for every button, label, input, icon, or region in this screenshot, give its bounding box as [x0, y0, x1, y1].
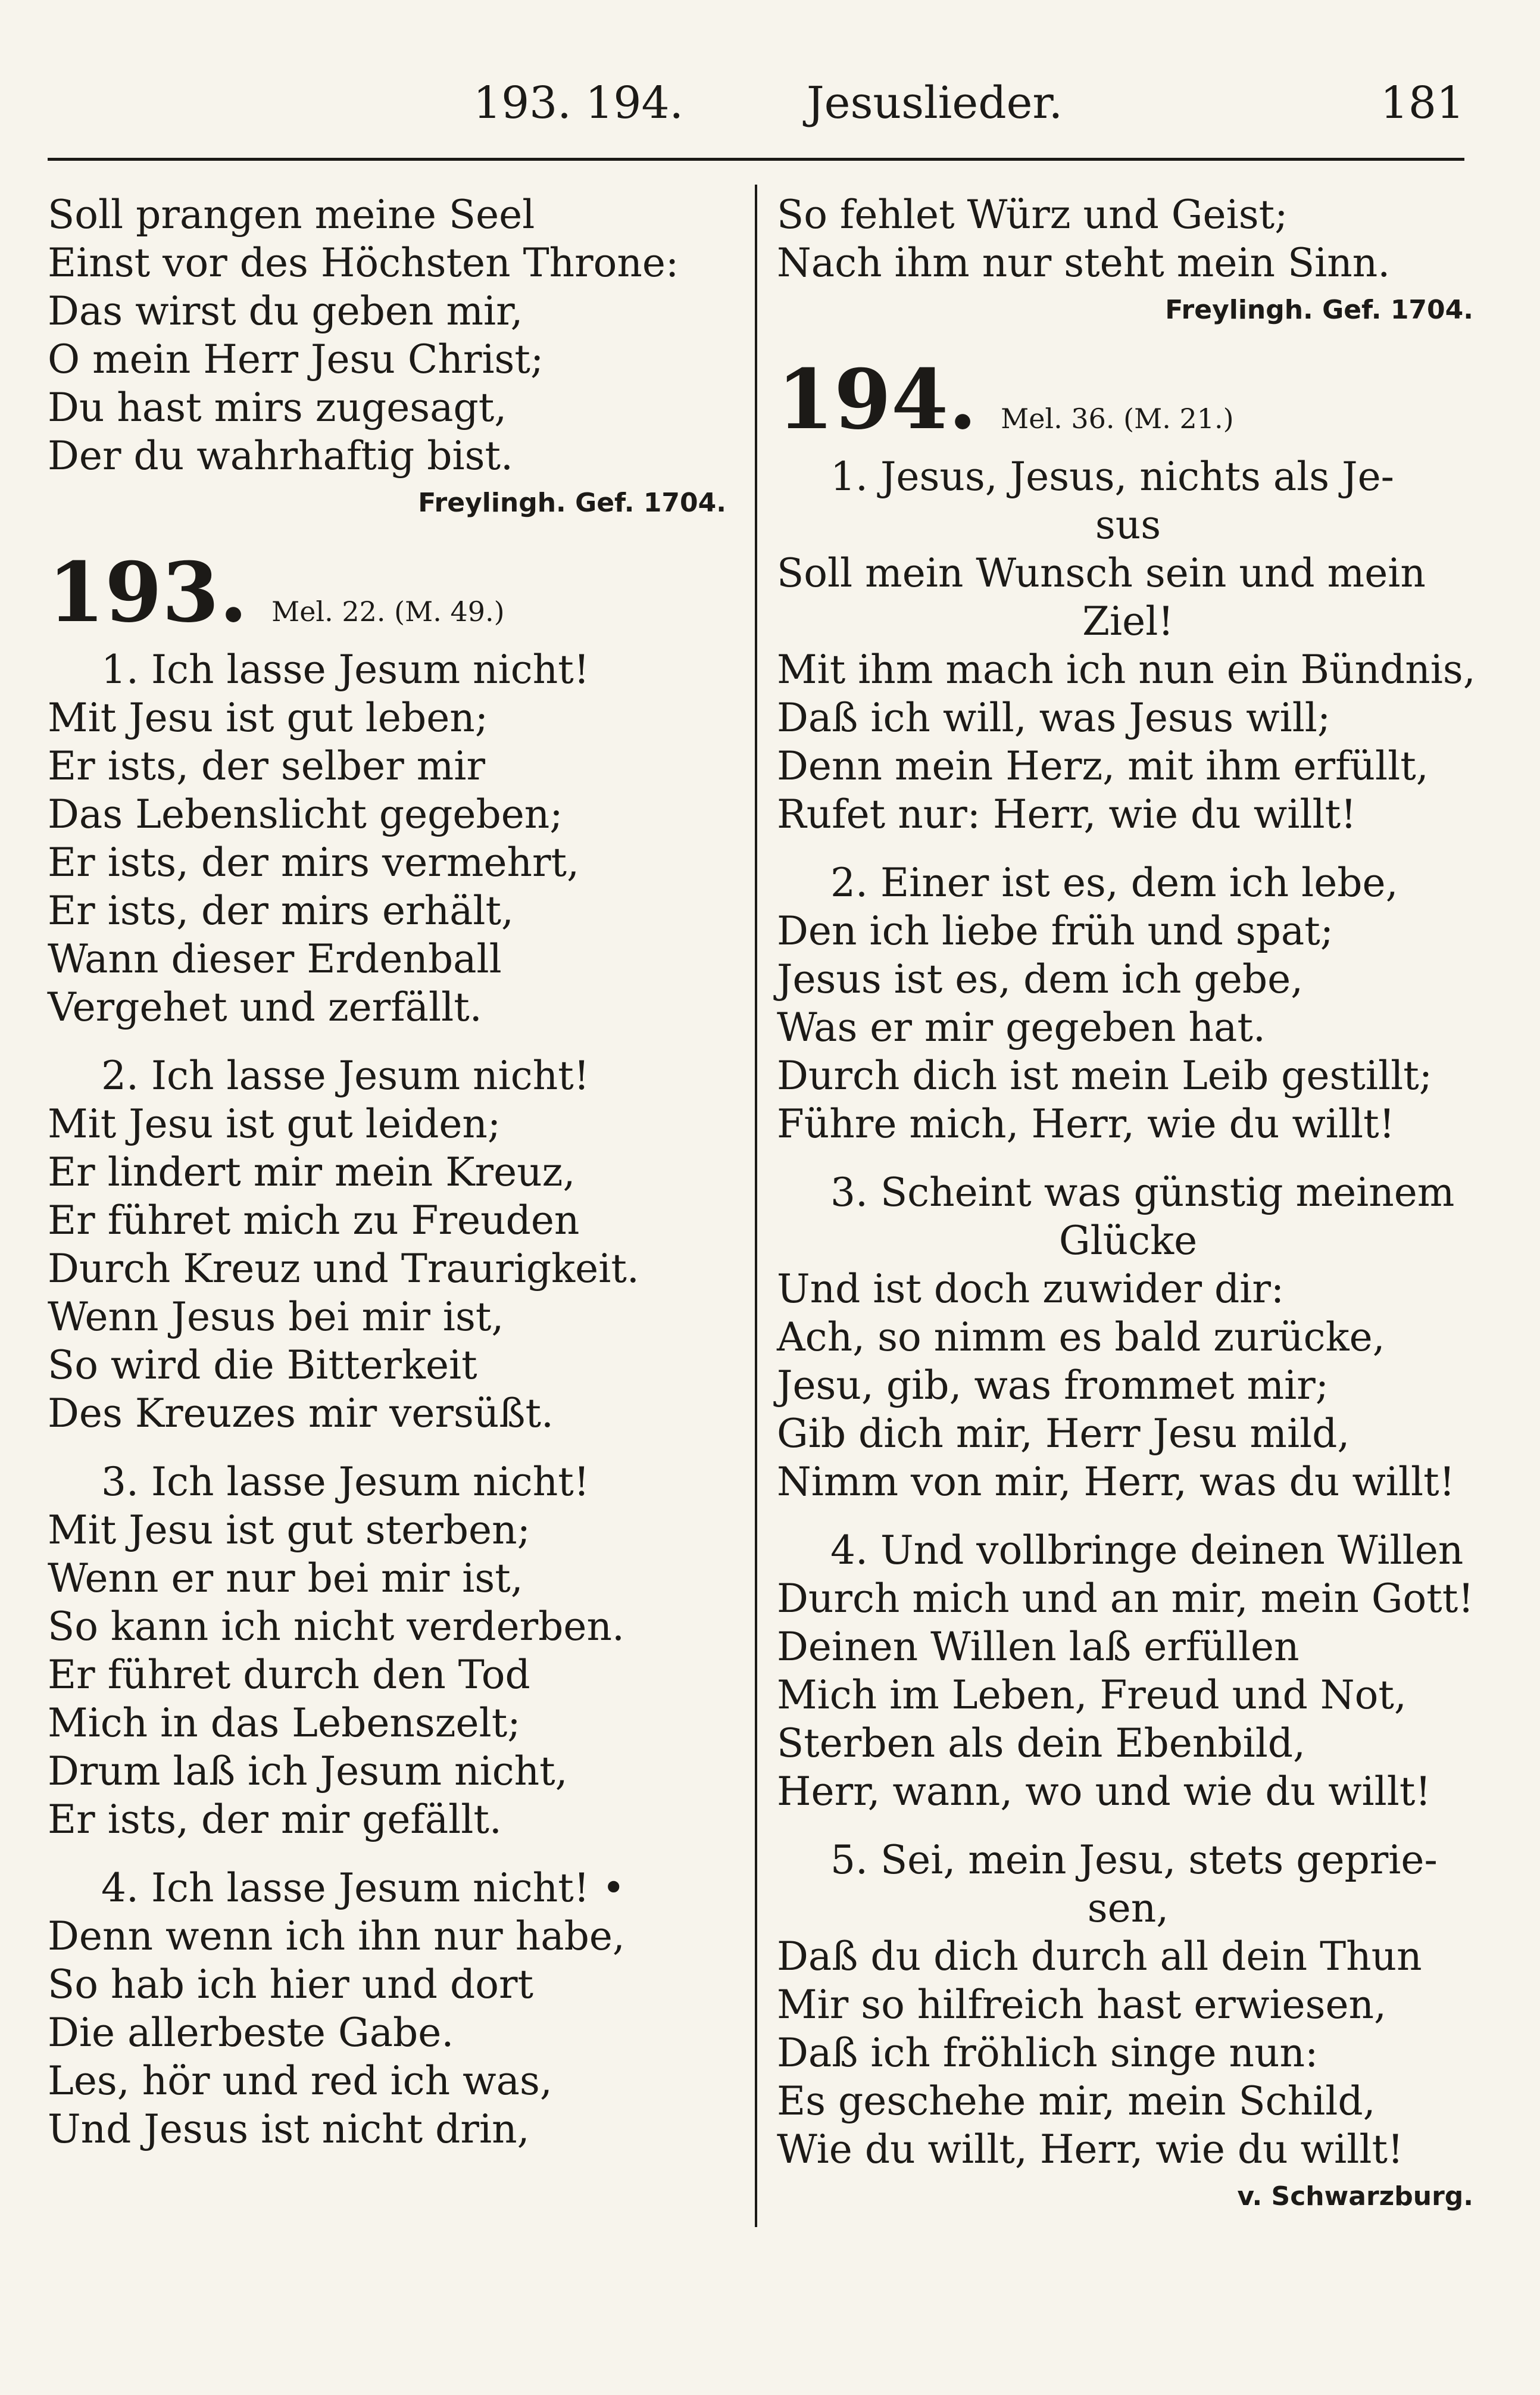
verse-4 — [777, 1526, 1479, 1816]
verse-line: Führe mich, Herr, wie du willt! — [777, 1101, 1395, 1147]
verse-4 — [48, 1864, 732, 2153]
verse-line: Ach, so nimm es bald zurücke, — [777, 1314, 1385, 1360]
verse-line: Mit Jesu ist gut leiden; — [48, 1101, 501, 1147]
attribution: Freylingh. Gef. 1704. — [1165, 295, 1473, 325]
verse-2 — [48, 1052, 732, 1437]
left-column — [48, 191, 732, 2153]
verse-line: Durch mich und an mir, mein Gott! — [777, 1576, 1474, 1621]
verse-line-continuation: sen, — [1087, 1885, 1169, 1931]
verse-line: Herr, wann, wo und wie du willt! — [777, 1769, 1431, 1814]
carry-over-verse — [777, 191, 1479, 287]
verse-5 — [777, 1836, 1479, 2173]
verse-line: Denn wenn ich ihn nur habe, — [48, 1913, 625, 1959]
verse-line: Er führet mich zu Freuden — [48, 1198, 580, 1243]
verse-line-continuation: Glücke — [1058, 1218, 1198, 1264]
verse-line: 4. Ich lasse Jesum nicht! • — [101, 1865, 626, 1911]
verse-line: 1. Jesus, Jesus, nichts als Je- — [830, 454, 1394, 500]
verse-line-continuation: Ziel! — [1082, 598, 1174, 644]
verse-line-continuation: sus — [1095, 502, 1161, 548]
attribution: Freylingh. Gef. 1704. — [418, 488, 726, 518]
verse-line: Mit ihm mach ich nun ein Bündnis, — [777, 647, 1476, 693]
verse-line: Einst vor des Höchsten Throne: — [48, 240, 679, 286]
right-column — [777, 191, 1479, 2218]
verse-line: Durch Kreuz und Traurigkeit. — [48, 1246, 639, 1292]
verse-1 — [48, 645, 732, 1031]
verse-1 — [777, 453, 1479, 838]
header-hymn-numbers: 193. 194. — [473, 77, 684, 129]
verse-line: So kann ich nicht verderben. — [48, 1604, 624, 1649]
verse-line: Du hast mirs zugesagt, — [48, 385, 507, 431]
hymn-heading — [777, 351, 1479, 448]
verse-line: Mir so hilfreich hast erwiesen, — [777, 1982, 1387, 2028]
verse-line: Er führet durch den Tod — [48, 1652, 530, 1698]
verse-line: So wird die Bitterkeit — [48, 1342, 477, 1388]
verse-line: 3. Scheint was günstig meinem — [830, 1170, 1455, 1215]
verse-line: Er ists, der mirs erhält, — [48, 888, 514, 934]
verse-line: Er ists, der selber mir — [48, 743, 485, 789]
carry-over-verse — [48, 191, 732, 480]
verse-line: 5. Sei, mein Jesu, stets geprie- — [830, 1837, 1438, 1883]
verse-line: Gib dich mir, Herr Jesu mild, — [777, 1411, 1350, 1457]
verse-line: Der du wahrhaftig bist. — [48, 433, 514, 479]
verse-line: Wenn Jesus bei mir ist, — [48, 1294, 504, 1340]
verse-3 — [777, 1168, 1479, 1506]
verse-line: Mit Jesu ist gut leben; — [48, 695, 489, 741]
verse-line: Wenn er nur bei mir ist, — [48, 1555, 523, 1601]
verse-line: Des Kreuzes mir versüßt. — [48, 1390, 554, 1436]
verse-line: Soll mein Wunsch sein und mein — [777, 550, 1426, 596]
melody-reference: Mel. 22. (M. 49.) — [271, 595, 505, 628]
verse-line: Wie du willt, Herr, wie du willt! — [777, 2126, 1404, 2172]
verse-line: Nach ihm nur steht mein Sinn. — [777, 240, 1391, 286]
hymn-number: 194. — [777, 351, 977, 448]
verse-line: Durch dich ist mein Leib gestillt; — [777, 1053, 1432, 1099]
verse-line: Jesu, gib, was frommet mir; — [777, 1362, 1329, 1408]
verse-line: O mein Herr Jesu Christ; — [48, 336, 544, 382]
attribution: v. Schwarzburg. — [1237, 2181, 1473, 2212]
verse-line: 3. Ich lasse Jesum nicht! — [101, 1459, 590, 1505]
verse-line: 1. Ich lasse Jesum nicht! — [101, 647, 590, 693]
verse-line: Er lindert mir mein Kreuz, — [48, 1149, 576, 1195]
verse-line: Und ist doch zuwider dir: — [777, 1266, 1285, 1312]
verse-2 — [777, 859, 1479, 1148]
verse-line: Er ists, der mirs vermehrt, — [48, 840, 580, 885]
verse-line: 4. Und vollbringe deinen Willen — [830, 1527, 1464, 1573]
hymn-number: 193. — [48, 544, 248, 641]
verse-line: Deinen Willen laß erfüllen — [777, 1624, 1300, 1670]
header-rule — [48, 158, 1464, 161]
verse-line: Drum laß ich Jesum nicht, — [48, 1748, 568, 1794]
verse-line: Das Lebenslicht gegeben; — [48, 791, 563, 837]
verse-line: Den ich liebe früh und spat; — [777, 908, 1334, 954]
verse-line: Daß ich will, was Jesus will; — [777, 695, 1331, 741]
verse-line: Mit Jesu ist gut sterben; — [48, 1507, 530, 1553]
verse-line: Mich in das Lebenszelt; — [48, 1700, 521, 1746]
column-divider — [755, 185, 757, 2227]
melody-reference: Mel. 36. (M. 21.) — [1001, 403, 1234, 435]
hymn-heading — [48, 544, 732, 641]
verse-line: 2. Einer ist es, dem ich lebe, — [830, 860, 1398, 906]
verse-line: Daß du dich durch all dein Thun — [777, 1934, 1422, 1979]
verse-line: Er ists, der mir gefällt. — [48, 1797, 502, 1842]
verse-3 — [48, 1458, 732, 1844]
verse-line: Wann dieser Erdenball — [48, 936, 502, 982]
verse-line: 2. Ich lasse Jesum nicht! — [101, 1053, 590, 1099]
verse-line: Nimm von mir, Herr, was du willt! — [777, 1459, 1455, 1505]
verse-line: Was er mir gegeben hat. — [777, 1005, 1266, 1050]
verse-line: Und Jesus ist nicht drin, — [48, 2106, 530, 2152]
verse-line: So hab ich hier und dort — [48, 1961, 534, 2007]
verse-line: Daß ich fröhlich singe nun: — [777, 2030, 1319, 2076]
verse-line: Mich im Leben, Freud und Not, — [777, 1672, 1407, 1718]
verse-line: Rufet nur: Herr, wie du willt! — [777, 791, 1357, 837]
page-header — [48, 77, 1464, 143]
page-number: 181 — [1380, 77, 1464, 129]
header-section-title: Jesuslieder. — [807, 77, 1063, 129]
verse-line: Denn mein Herz, mit ihm erfüllt, — [777, 743, 1429, 789]
verse-line: Das wirst du geben mir, — [48, 288, 523, 334]
verse-line: Vergehet und zerfällt. — [48, 984, 482, 1030]
verse-line: Sterben als dein Ebenbild, — [777, 1720, 1306, 1766]
verse-line: Les, hör und red ich was, — [48, 2058, 552, 2104]
verse-line: So fehlet Würz und Geist; — [777, 192, 1288, 238]
verse-line: Die allerbeste Gabe. — [48, 2010, 454, 2056]
verse-line: Jesus ist es, dem ich gebe, — [777, 956, 1304, 1002]
verse-line: Es geschehe mir, mein Schild, — [777, 2078, 1376, 2124]
verse-line: Soll prangen meine Seel — [48, 192, 535, 238]
